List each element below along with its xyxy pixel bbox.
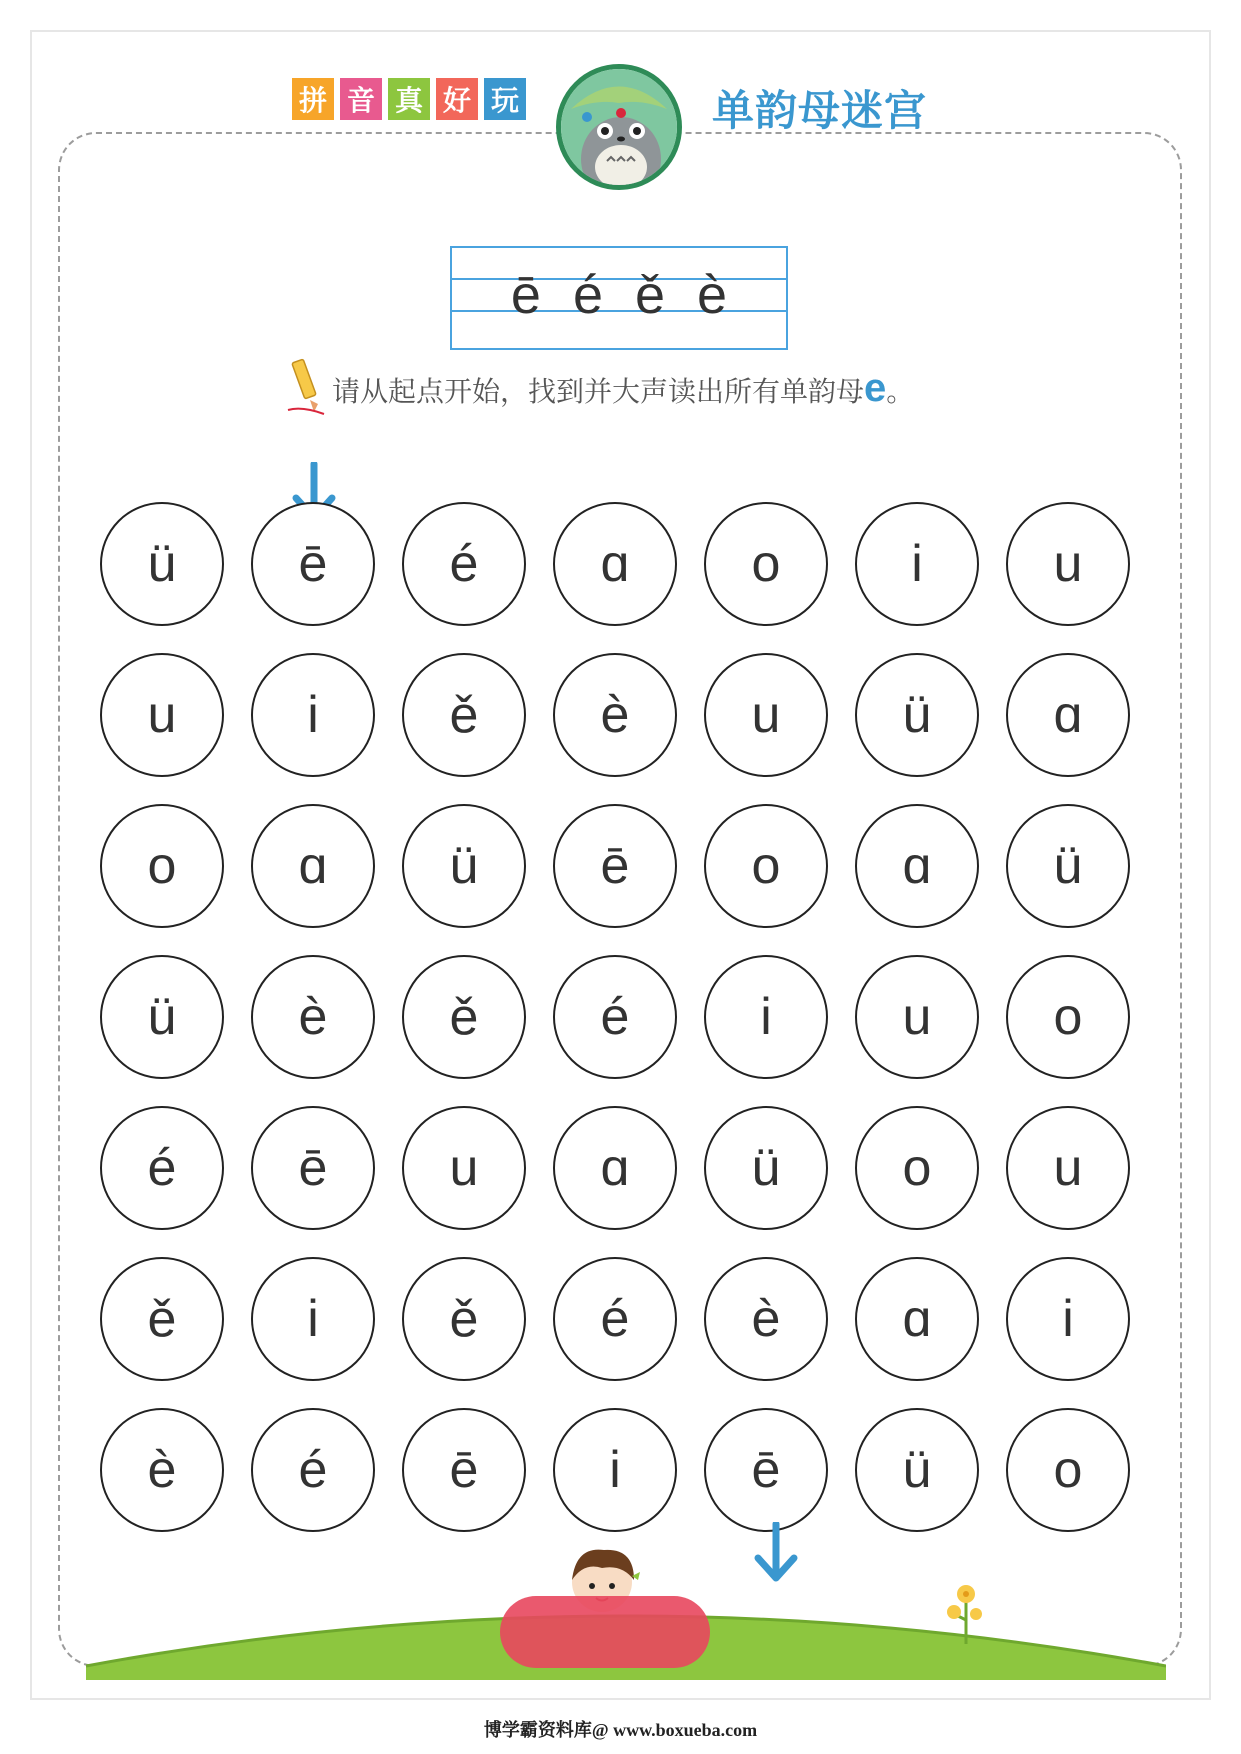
instruction [332,366,914,411]
maze-cell[interactable]: ě [402,955,526,1079]
tone-1: ē [510,265,541,325]
badge-2: 音 [340,78,382,120]
maze-cell[interactable]: é [251,1408,375,1532]
maze-cell[interactable]: è [100,1408,224,1532]
maze-cell[interactable]: ē [704,1408,828,1532]
maze-cell[interactable]: ɑ [251,804,375,928]
maze-cell[interactable]: é [553,955,677,1079]
tone-3: ě [635,265,666,325]
maze-cell[interactable]: u [402,1106,526,1230]
end-arrow-icon [754,1522,798,1589]
maze-cell[interactable]: i [251,1257,375,1381]
maze-cell[interactable]: ü [100,955,224,1079]
maze-cell[interactable]: i [1006,1257,1130,1381]
totoro-logo [556,64,682,190]
maze-cell[interactable]: i [704,955,828,1079]
maze-cell[interactable]: ě [402,653,526,777]
maze-cell[interactable]: ē [553,804,677,928]
maze-cell[interactable]: ɑ [855,804,979,928]
maze-cell[interactable]: ě [402,1257,526,1381]
maze-cell[interactable]: ɑ [1006,653,1130,777]
header-badges [292,78,526,120]
footer-watermark: 博学霸资料库@ www.boxueba.com [483,1720,758,1740]
maze-cell[interactable]: ü [402,804,526,928]
maze-cell[interactable]: o [855,1106,979,1230]
maze-cell[interactable]: u [100,653,224,777]
maze-cell[interactable]: o [704,804,828,928]
maze-cell[interactable]: ü [855,1408,979,1532]
maze-cell[interactable]: ɑ [553,502,677,626]
maze-cell[interactable]: u [704,653,828,777]
maze-cell[interactable]: u [1006,502,1130,626]
tone-2: é [572,265,603,325]
maze-cell[interactable]: è [553,653,677,777]
maze-cell[interactable]: i [251,653,375,777]
badge-1: 拼 [292,78,334,120]
maze-cell[interactable]: ě [100,1257,224,1381]
maze-cell[interactable]: é [402,502,526,626]
maze-cell[interactable]: i [553,1408,677,1532]
maze-cell[interactable]: ē [251,502,375,626]
maze-cell[interactable]: ē [251,1106,375,1230]
maze-cell[interactable]: ē [402,1408,526,1532]
maze-cell[interactable]: ü [100,502,224,626]
maze-cell[interactable]: ɑ [855,1257,979,1381]
badge-5: 玩 [484,78,526,120]
maze-cell[interactable]: ü [1006,804,1130,928]
maze-cell[interactable]: u [855,955,979,1079]
maze-cell[interactable]: ü [855,653,979,777]
tone-row [452,264,786,326]
badge-3: 真 [388,78,430,120]
tone-4: è [697,265,728,325]
maze-cell[interactable]: é [553,1257,677,1381]
maze-cell[interactable]: o [1006,955,1130,1079]
maze-cell[interactable]: è [704,1257,828,1381]
pencil-icon [284,356,328,421]
highlight-blob [500,1596,710,1668]
maze-cell[interactable]: o [100,804,224,928]
tone-box [450,246,788,350]
maze-cell[interactable]: ü [704,1106,828,1230]
maze-cell[interactable]: o [1006,1408,1130,1532]
maze-cell[interactable]: i [855,502,979,626]
instruction-letter: e [864,366,887,410]
badge-4: 好 [436,78,478,120]
maze-cell[interactable]: u [1006,1106,1130,1230]
instruction-text: 请从起点开始，找到并大声读出所有单韵母 [332,376,865,407]
maze-cell[interactable]: o [704,502,828,626]
maze-cell[interactable]: ɑ [553,1106,677,1230]
flower-icon [944,1580,988,1649]
maze-cell[interactable]: è [251,955,375,1079]
maze-cell[interactable]: é [100,1106,224,1230]
instruction-end: 。 [886,376,915,407]
page-title: 单韵母迷宫 [712,87,928,134]
